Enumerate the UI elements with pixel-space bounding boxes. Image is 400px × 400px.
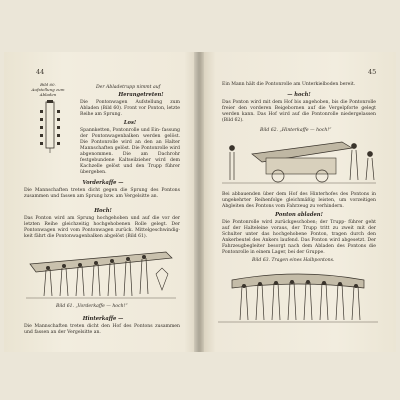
- figure-63-illustration: [218, 266, 378, 326]
- paragraph: Die Mannschaften treten dicht gegen die Sprung des Pontons zusammen und fassen am Sprung bzw. am Vergelsitte an.: [24, 188, 180, 199]
- figure-61-illustration: [26, 244, 176, 302]
- right-page: [200, 52, 396, 352]
- command-heading: Ponton abladen!: [275, 212, 323, 218]
- command-heading: Hinterkaffe —: [82, 316, 124, 322]
- gutter-shadow: [194, 52, 204, 352]
- paragraph: Das Ponton wird am Sprung hochgehoben und auf die vor der letzten Reihe gleichzeitig hochgehobenen Rolle gelegt. Der Pontonwagen wird vom Pontonwagen zurück. Mittelgeschwindig- keit fährt die Pontonwagenbalken abgelöst (Bild 61).: [24, 216, 180, 239]
- command-heading: Vorderkaffe —: [82, 180, 124, 186]
- paragraph: Die Pontonwagen Aufstellung zum Abladen (Bild 60). Front vor Ponton, letzte Reihe am Sprung.: [80, 100, 180, 117]
- figure-caption: Bild 60. Aufstellung zum Abladen: [31, 82, 65, 97]
- figure-caption: Bild 61. „Vorderkaffe — hoch!“: [56, 304, 128, 309]
- figure-62-illustration: [222, 136, 376, 188]
- command-heading: — hoch!: [287, 92, 311, 98]
- paragraph: Bei abbauenden über dem Hof des Hinterhofes des Pontons in ungekehrter Reihenfolge gleichmäßig leisten, um vorzeitigen Abgleiten des Pontons vom Fahrzeug zu verhindern.: [222, 192, 376, 209]
- paragraph: Ein Mann hält die Pontonrolle am Unterkielboden bereit.: [222, 82, 356, 87]
- figure-caption: Bild 63. Tragen eines Halbpontons.: [252, 258, 335, 263]
- paragraph: Das Ponton wird mit dem Hof bis angehoben, bis die Pontonrolle freier den vorderen Beigebornen auf die Vergelpforte gelegt werden kann. Das Hof wird auf die Pontonrolle niedergelassen (Bild 62).: [222, 100, 376, 123]
- command-heading: Herangetreten!: [118, 92, 164, 98]
- intro-line: Der Abladetrupp nimmt auf: [96, 85, 161, 90]
- page-number: 45: [368, 68, 377, 76]
- paragraph: Spannketten, Pontonrolle und Ein- fassung der Pontonwagenbalken werden gelöst. Die Pontonrolle wird an den an Halter Mannschaften gelöst. Die Pontonrolle wird abgenommen. Die am Dachrohr festgebundene Kaltseilzieher wird dem Kachzelle gelöst und den Trupp führer übergeben.: [80, 128, 180, 175]
- command-heading: Los!: [123, 120, 137, 126]
- command-heading: Hoch!: [94, 208, 112, 214]
- figure-60-diagram: [34, 96, 66, 154]
- paragraph: Die Pontonrolle wird zurückgeschoben; der Trupp- führer geht auf der Halteleine voraus, der Trupp tritt zu zweit mit der Schulter unter das hochgehobene Ponton, tragen durch den Ankerbeutel des Ankers laufend. Das Ponton wird abgesetzt. Der Fahrzeugbegleiter besorgt nach dem Abladen des Pontons die Pontonrolle in einem Lager, bei der Gruppe.: [222, 220, 376, 255]
- paragraph: Die Mannschaften treten dicht den Hof des Pontons zusammen und fassen an der Vergelsitte an.: [24, 324, 180, 335]
- figure-caption: Bild 62. „Hinterkaffe — hoch!“: [260, 128, 332, 133]
- left-page: [4, 52, 200, 352]
- page-number: 44: [36, 68, 45, 76]
